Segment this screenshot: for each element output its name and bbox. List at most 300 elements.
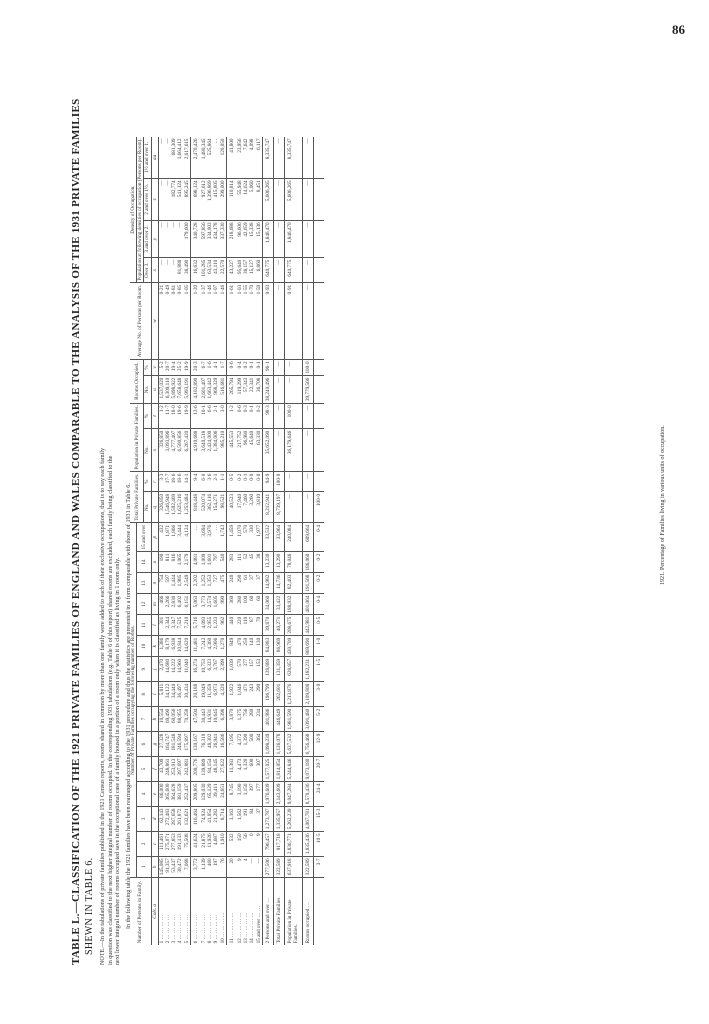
row-label: 1 … … … … bbox=[158, 914, 165, 944]
table-cell: 3·6 bbox=[207, 472, 213, 492]
table-cell: 460 bbox=[207, 856, 213, 877]
table-cell: 36,708 bbox=[256, 376, 263, 404]
table-cell: 381,159 bbox=[177, 781, 183, 806]
table-cell: 1,070 bbox=[237, 523, 243, 552]
table-cell: 30,472 bbox=[177, 856, 183, 877]
table-cell: 153 bbox=[256, 657, 263, 682]
column-letter: b bbox=[151, 856, 158, 877]
table-cell: 283 bbox=[226, 552, 237, 573]
table-cell: 61 bbox=[243, 573, 249, 594]
table-cell: 1·0 bbox=[313, 636, 324, 657]
no-header: No. bbox=[144, 429, 151, 472]
table-cell: 1,384,006 bbox=[213, 429, 219, 472]
table-cell: 6,117 bbox=[256, 137, 263, 178]
table-cell: 1·61 bbox=[226, 283, 237, 360]
table-cell: 1,846,470 bbox=[285, 220, 302, 257]
table-cell: 45,640 bbox=[249, 429, 255, 472]
table-cell: 7,642 bbox=[243, 137, 249, 178]
table-cell: 440 bbox=[226, 615, 237, 636]
row-label: 8 … … … … bbox=[207, 914, 214, 944]
table-cell: 985,210 bbox=[220, 429, 227, 472]
table-cell: 39,411 bbox=[213, 781, 219, 806]
table-cell: 500 bbox=[249, 732, 255, 757]
row-label: 14 … … … … bbox=[249, 912, 256, 944]
table-cell: 2,424,000 bbox=[207, 429, 213, 472]
room-col-header: 9 bbox=[137, 657, 151, 682]
table-cell: 4,372 bbox=[237, 732, 243, 757]
table-cell: 466 bbox=[158, 594, 165, 615]
table-cell: 197 bbox=[213, 856, 219, 877]
table-cell: 39,779,566 bbox=[302, 376, 313, 404]
table-cell: 0·6 bbox=[237, 403, 243, 428]
table-cell: 2,109,808 bbox=[302, 682, 313, 707]
table-cell: 4,687 bbox=[213, 831, 219, 856]
table-cell: 12·9 bbox=[313, 732, 324, 757]
table-cell: 1,977 bbox=[256, 523, 263, 552]
table-cell: 1,182,231 bbox=[302, 657, 313, 682]
row-label: Rooms occupied … bbox=[302, 877, 313, 945]
table-cell: 27,622 bbox=[220, 757, 227, 782]
table-cell: 849 bbox=[226, 636, 237, 657]
table-cell: 16,632 bbox=[190, 258, 201, 283]
table-cell: 95,640 bbox=[237, 258, 243, 283]
table-cell: 35,652,090 bbox=[262, 429, 273, 472]
table-cell: 3·0 bbox=[220, 403, 227, 428]
table-cell: 1·70 bbox=[249, 283, 255, 360]
table-cell: 139,889 bbox=[201, 757, 207, 782]
row-label: 7 … … … … bbox=[201, 914, 208, 944]
page-number: 86 bbox=[672, 22, 685, 37]
table-cell: 280 bbox=[249, 707, 255, 732]
table-cell: — bbox=[274, 283, 285, 360]
table-cell: 640,775 bbox=[262, 258, 273, 283]
table-cell: 43,110 bbox=[213, 258, 219, 283]
table-cell: 1·07 bbox=[213, 283, 219, 360]
table-cell: 42,659 bbox=[243, 220, 249, 257]
table-cell: 4,473 bbox=[237, 757, 243, 782]
table-cell: 218,688 bbox=[226, 220, 237, 257]
table-cell: 1,253,484 bbox=[184, 492, 191, 523]
table-cell: 1,814,054 bbox=[274, 757, 285, 782]
table-cell: 0·49 bbox=[165, 283, 171, 360]
table-cell: 84 bbox=[249, 806, 255, 831]
table-cell: 145,085 bbox=[158, 856, 165, 877]
table-cell: 1,577,025 bbox=[262, 757, 273, 782]
table-cell: 322,589 bbox=[302, 856, 313, 877]
table-cell: 446,649 bbox=[274, 707, 285, 732]
table-cell: 1,546,948 bbox=[165, 492, 171, 523]
table-cell: 19·4 bbox=[171, 359, 177, 375]
table-cell: 217,752 bbox=[237, 429, 243, 472]
table-cell: 334,003 bbox=[207, 220, 213, 257]
table-cell: 17,940 bbox=[237, 492, 243, 523]
table-cell: 7,658,648 bbox=[177, 376, 183, 404]
table-cell: — bbox=[285, 376, 302, 404]
table-cell: — bbox=[302, 283, 313, 360]
column-letter: h bbox=[151, 707, 158, 732]
table-cell: 22,341 bbox=[249, 376, 255, 404]
table-cell: 190 bbox=[158, 552, 165, 573]
table-cell: 69,490 bbox=[165, 707, 171, 732]
table-cell: 8,714 bbox=[220, 806, 227, 831]
table-cell: 532 bbox=[226, 831, 237, 856]
table-cell: 130,167 bbox=[190, 732, 201, 757]
table-cell: 100·0 bbox=[302, 359, 313, 375]
table-cell: 1,981,590 bbox=[285, 707, 302, 732]
table-cell: 7,242 bbox=[201, 636, 207, 657]
table-cell: 98,521 bbox=[220, 492, 227, 523]
table-cell: 4,098 bbox=[249, 137, 255, 178]
table-cell: 754 bbox=[158, 573, 165, 594]
table-cell: 140 bbox=[249, 636, 255, 657]
table-cell: 128,889 bbox=[262, 657, 273, 682]
column-letter: r bbox=[151, 472, 158, 492]
table-cell: 397,697 bbox=[177, 757, 183, 782]
table-cell: 6,309,110 bbox=[165, 376, 171, 404]
table-cell: 191,133 bbox=[177, 831, 183, 856]
table-cell: 119,299 bbox=[237, 376, 243, 404]
table-cell: 5,637,532 bbox=[285, 732, 302, 757]
table-cell: 990 bbox=[220, 594, 227, 615]
table-cell: 15,338 bbox=[249, 220, 255, 257]
table-cell: 5,716 bbox=[190, 615, 201, 636]
table-cell: 55,948 bbox=[237, 178, 243, 220]
table-cell: 4,067,781 bbox=[302, 806, 313, 831]
table-cell: 110 bbox=[243, 615, 249, 636]
table-cell: 727 bbox=[213, 573, 219, 594]
table-cell: 41,800 bbox=[226, 137, 237, 178]
table-cell: 116,464 bbox=[190, 806, 201, 831]
table-cell: 0·93 bbox=[262, 283, 273, 360]
density-col-header: 2 and over 1½. bbox=[144, 178, 151, 220]
table-cell: 1·59 bbox=[256, 283, 263, 360]
table-cell: 280 bbox=[237, 594, 243, 615]
table-cell: 110,814 bbox=[226, 178, 237, 220]
table-cell: 797 bbox=[213, 552, 219, 573]
table-cell: 8,570,436 bbox=[302, 781, 313, 806]
table-cell: 2,574 bbox=[207, 594, 213, 615]
column-letter: q bbox=[151, 492, 158, 523]
table-cell: 811 bbox=[165, 552, 171, 573]
table-cell: 38,240,496 bbox=[262, 376, 273, 404]
table-cell: — bbox=[171, 220, 177, 257]
table-cell: 275,071 bbox=[165, 831, 171, 856]
table-cell: 3,772 bbox=[190, 856, 201, 877]
column-letter: c bbox=[151, 831, 158, 856]
table-cell bbox=[313, 429, 324, 472]
table-cell: 40,271 bbox=[274, 615, 285, 636]
table-row bbox=[285, 137, 302, 945]
table-cell: 13,290 bbox=[274, 552, 285, 573]
table-cell: 2,202 bbox=[190, 573, 201, 594]
note2-text: In the following table the 1921 families have been rearranged according to the 1931 procedure and thus the statistics are presented in a form comparable with those of 1931 in Table 6. bbox=[125, 483, 132, 929]
table-cell: 63,330 bbox=[256, 429, 263, 472]
table-cell: 17·7 bbox=[165, 472, 171, 492]
table-cell: 48,145 bbox=[213, 757, 219, 782]
column-letter: x bbox=[151, 258, 158, 283]
table-cell: — bbox=[274, 429, 285, 472]
table-cell: 818,448 bbox=[190, 492, 201, 523]
table-cell: 96,980 bbox=[243, 429, 249, 472]
table-cell: 287,658 bbox=[171, 806, 177, 831]
table-cell: 11,481 bbox=[190, 636, 201, 657]
table-cell: 34,122 bbox=[165, 682, 171, 707]
column-letter: y bbox=[151, 220, 158, 257]
table-cell: 98·3 bbox=[262, 403, 273, 428]
table-cell: 1,126,078 bbox=[274, 732, 285, 757]
table-cell: … bbox=[213, 137, 219, 178]
table-cell: 637,918 bbox=[285, 856, 302, 877]
table-cell: 4,093 bbox=[201, 615, 207, 636]
table-cell: 1,459 bbox=[226, 523, 237, 552]
table-cell: 63,534 bbox=[207, 258, 213, 283]
table-cell: 39,870 bbox=[262, 615, 273, 636]
table-cell: 19·9 bbox=[184, 403, 191, 428]
table-cell: 101,285 bbox=[201, 258, 207, 283]
table-cell: 252,437 bbox=[184, 781, 191, 806]
row-label: 5 … … … … bbox=[183, 914, 190, 944]
table-cell: 36,497 bbox=[177, 682, 183, 707]
table-cell: 14,680 bbox=[165, 657, 171, 682]
table-cell: 0·2 bbox=[237, 472, 243, 492]
table-cell: 1,335,957 bbox=[274, 806, 285, 831]
room-col-header: 13 bbox=[137, 573, 151, 594]
table-cell: 4,360 bbox=[207, 636, 213, 657]
table-cell bbox=[313, 178, 324, 220]
table-cell: 628,857 bbox=[285, 657, 302, 682]
table-cell: 25·2 bbox=[177, 359, 183, 375]
table-cell: 600 bbox=[249, 757, 255, 782]
table-cell: 330 bbox=[249, 523, 255, 552]
table-cell: 8,451 bbox=[256, 178, 263, 220]
table-cell: 86,000 bbox=[158, 781, 165, 806]
table-cell: 43,709 bbox=[158, 757, 165, 782]
table-cell: 177 bbox=[256, 781, 263, 806]
table-cell: 1,625,216 bbox=[177, 492, 183, 523]
table-cell: — bbox=[158, 137, 165, 178]
table-cell: — bbox=[302, 492, 313, 523]
table-cell: 540 bbox=[220, 552, 227, 573]
table-cell: 14,931 bbox=[207, 707, 213, 732]
table-cell: 6,398 bbox=[220, 707, 227, 732]
table-row bbox=[184, 137, 191, 945]
room-col-header: 11 bbox=[137, 615, 151, 636]
table-cell: 38,157 bbox=[243, 258, 249, 283]
room-col-header: 10 bbox=[137, 636, 151, 657]
table-cell: 364,628 bbox=[171, 781, 177, 806]
table-cell: 18·6 bbox=[177, 472, 183, 492]
subtitle-text: SHEWN IN TABLE 6. bbox=[84, 857, 95, 955]
table-cell: 87 bbox=[249, 615, 255, 636]
row-label: 12 … … … … bbox=[237, 912, 244, 944]
note-text: NOTE.—In the tabulations of private families published in the 1921 Census reports, rooms shared in common by more than one family were added to each of their exclusive occupations, that is to say each family in question was classified to the next higher integral number of rooms occupied. In the corresponding 1931 tabulations (e.g. Table 6 of this report) shared rooms are excluded, each family being classified to the next lower integral number of rooms occupied save in the exceptional case of a family housed in a portion of a room only when it is classified as living in 1 room only. bbox=[100, 448, 122, 965]
table-cell: 57,343 bbox=[243, 376, 249, 404]
table-cell: 1,601 bbox=[207, 552, 213, 573]
table-cell: 7,068 bbox=[184, 856, 191, 877]
table-cell: 2,955 bbox=[207, 615, 213, 636]
table-cell: 962 bbox=[220, 615, 227, 636]
table-cell: 322,589 bbox=[274, 856, 285, 877]
table-cell: 132,621 bbox=[184, 806, 191, 831]
table-cell: 516,681 bbox=[220, 376, 227, 404]
table-cell: 20 bbox=[226, 856, 237, 877]
table-cell: 30,434 bbox=[184, 682, 191, 707]
table-cell: 100·0 bbox=[274, 472, 285, 492]
table-cell: 86,969 bbox=[274, 636, 285, 657]
row-label: 9 … … … … bbox=[213, 914, 220, 944]
title-text: TABLE L.—CLASSIFICATION OF THE 1921 PRIVATE FAMILIES OF ENGLAND AND WALES COMPARABLE TO THE ANALYSIS OF THE 1931 PRIVATE FAMILIES bbox=[70, 98, 82, 965]
table-cell: 242,881 bbox=[184, 757, 191, 782]
table-cell: 191 bbox=[243, 806, 249, 831]
table-cell: 1·2 bbox=[158, 403, 165, 428]
table-cell: 175,897 bbox=[184, 732, 191, 757]
room-col-header: 3 bbox=[137, 806, 151, 831]
table-cell: 6·0 bbox=[201, 472, 207, 492]
row-label: Total Private Families bbox=[274, 877, 285, 945]
table-cell: 10,844 bbox=[177, 636, 183, 657]
table-cell: 337,330 bbox=[220, 220, 227, 257]
table-cell: 0·2 bbox=[256, 403, 263, 428]
table-cell: 1,605 bbox=[213, 594, 219, 615]
table-cell: 181,548 bbox=[171, 732, 177, 757]
table-cell: 20,188 bbox=[190, 682, 201, 707]
table-cell: 36,179,646 bbox=[285, 429, 302, 472]
table-cell: 520,074 bbox=[201, 492, 207, 523]
table-cell: 7,195 bbox=[226, 732, 237, 757]
table-cell: 430,709 bbox=[285, 636, 302, 657]
table-cell: 65,129 bbox=[207, 781, 213, 806]
table-cell: 1·5 bbox=[313, 657, 324, 682]
table-cell: 1,150 bbox=[243, 781, 249, 806]
table-cell: 3·0 bbox=[313, 682, 324, 707]
table-cell: 3,091,480 bbox=[302, 707, 313, 732]
table-cell: … bbox=[190, 523, 201, 552]
column-letter: w bbox=[151, 283, 158, 360]
table-cell: 1,139 bbox=[201, 856, 207, 877]
table-cell: 1,375 bbox=[237, 707, 243, 732]
table-cell: 78,048 bbox=[285, 552, 302, 573]
table-cell: — bbox=[274, 178, 285, 220]
table-cell: 3,767 bbox=[213, 657, 219, 682]
table-cell: 10·1 bbox=[201, 403, 207, 428]
table-cell: — bbox=[302, 429, 313, 472]
table-cell: 299,000 bbox=[220, 178, 227, 220]
table-cell: 5,244,846 bbox=[285, 757, 302, 782]
room-col-header: 4 bbox=[137, 781, 151, 806]
table-cell: 38 bbox=[256, 552, 263, 573]
table-cell: 1,743 bbox=[220, 523, 227, 552]
table-cell: 37 bbox=[256, 573, 263, 594]
table-cell: 2,830 bbox=[171, 594, 177, 615]
room-col-header: 15 and over bbox=[137, 523, 151, 552]
table-cell: 20·3 bbox=[190, 359, 201, 375]
no-header: No. bbox=[144, 492, 151, 523]
row-label: 3 … … … … bbox=[171, 914, 178, 944]
table-cell: 0·1 bbox=[249, 359, 255, 375]
table-cell: 220 bbox=[237, 615, 243, 636]
table-cell: 1,270 bbox=[220, 636, 227, 657]
pct-header: % bbox=[144, 472, 151, 492]
table-cell: 11,040 bbox=[184, 657, 191, 682]
table-cell: 756 bbox=[243, 707, 249, 732]
table-cell: 869,690 bbox=[302, 636, 313, 657]
header-persons: Number of Persons in Family. bbox=[130, 877, 151, 945]
table-title bbox=[70, 55, 96, 965]
table-cell: 191,568 bbox=[302, 573, 313, 594]
table-cell: 2·1 bbox=[213, 403, 219, 428]
table-cell: 100 bbox=[243, 594, 249, 615]
room-col-header: 14 bbox=[137, 552, 151, 573]
table-cell: 111,461 bbox=[158, 831, 165, 856]
column-letter: n bbox=[151, 573, 158, 594]
table-cell: 3,347 bbox=[171, 615, 177, 636]
table-cell: 22,570 bbox=[220, 258, 227, 283]
table-cell: 8,179 bbox=[165, 636, 171, 657]
no-header: No. bbox=[144, 376, 151, 404]
table-cell: 895,245 bbox=[184, 178, 191, 220]
table-cell: 434,178 bbox=[213, 220, 219, 257]
table-cell: 0·4 bbox=[313, 594, 324, 615]
data-table bbox=[130, 137, 324, 945]
table-cell: 43,227 bbox=[226, 258, 237, 283]
row-label: 2 … … … … bbox=[165, 914, 172, 944]
table-cell: 250 bbox=[243, 636, 249, 657]
table-cell: 0·1 bbox=[243, 472, 249, 492]
table-cell: 9,047,284 bbox=[285, 781, 302, 806]
table-cell: 1,922 bbox=[226, 682, 237, 707]
table-cell: 14,982 bbox=[262, 573, 273, 594]
table-cell: 34,440 bbox=[171, 682, 177, 707]
table-cell: 261,872 bbox=[177, 806, 183, 831]
table-cell: — bbox=[165, 220, 171, 257]
table-cell: 340,728 bbox=[190, 220, 201, 257]
table-cell: 4,910,688 bbox=[190, 429, 201, 472]
table-cell: 1,537,020 bbox=[158, 376, 165, 404]
table-cell bbox=[313, 472, 324, 492]
table-cell: 640,775 bbox=[285, 258, 302, 283]
table-cell: 5,060 bbox=[249, 178, 255, 220]
column-letter: k bbox=[151, 636, 158, 657]
table-cell: 24·4 bbox=[313, 781, 324, 806]
column-letter: j bbox=[151, 657, 158, 682]
table-cell: 5,993,191 bbox=[184, 376, 191, 404]
table-cell: 2,470,426 bbox=[190, 137, 201, 178]
table-cell: 131,359 bbox=[274, 657, 285, 682]
table-cell: 0 bbox=[249, 831, 255, 856]
table-cell: 1·1 bbox=[220, 472, 227, 492]
table-cell: — bbox=[302, 137, 313, 178]
table-cell: 14,624 bbox=[243, 178, 249, 220]
table-cell: 91,357 bbox=[165, 856, 171, 877]
table-cell: 24,651 bbox=[220, 781, 227, 806]
table-cell: 60 bbox=[249, 594, 255, 615]
table-cell: 18·6 bbox=[171, 472, 177, 492]
table-cell: 234 bbox=[256, 707, 263, 732]
table-cell: 0·0 bbox=[256, 472, 263, 492]
table-cell: 100·0 bbox=[285, 403, 302, 428]
table-cell: 37 bbox=[256, 806, 263, 831]
table-cell: 570 bbox=[237, 657, 243, 682]
header-average: Average No. of Persons per Room. bbox=[130, 283, 151, 360]
table-cell: 432 bbox=[158, 523, 165, 552]
table-cell: 14·1 bbox=[184, 472, 191, 492]
table-cell: 3,260 bbox=[249, 492, 255, 523]
table-cell: 0·2 bbox=[243, 359, 249, 375]
table-cell: — bbox=[302, 403, 313, 428]
table-cell: 470 bbox=[237, 636, 243, 657]
table-cell: 1·05 bbox=[184, 283, 191, 360]
table-cell: 5,606,265 bbox=[285, 178, 302, 220]
